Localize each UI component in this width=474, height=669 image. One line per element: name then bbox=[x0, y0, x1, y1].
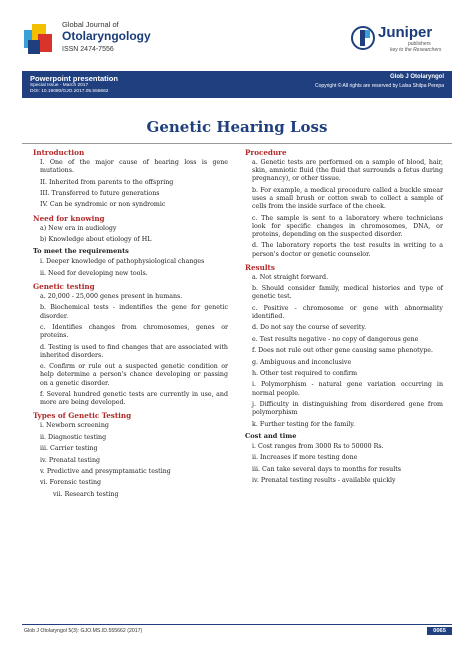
footer-citation: Glob J Otolaryngol 5(3): GJO.MS.ID.555662 (2017) bbox=[24, 628, 143, 634]
list-item: d. The laboratory reports the test results in writing to a person's doctor or genetic counselor. bbox=[252, 242, 443, 258]
section-heading: Genetic testing bbox=[33, 281, 95, 291]
list-item: a. 20,000 - 25,000 genes present in humans. bbox=[40, 292, 183, 300]
list-item: c. Positive - chromosome or gene with abnormality identified. bbox=[252, 304, 443, 320]
list-item: d. Do not say the course of severity. bbox=[252, 324, 367, 332]
list-item: iv. Prenatal testing bbox=[40, 456, 101, 464]
subsection-heading: Cost and time bbox=[245, 431, 297, 440]
publisher-sub1: publishers bbox=[408, 41, 431, 47]
list-item: vi. Forensic testing bbox=[40, 479, 102, 487]
journal-logo-icon bbox=[22, 20, 56, 58]
footer bbox=[22, 624, 452, 636]
list-item: ii. Increases if more testing done bbox=[252, 454, 358, 462]
list-item: k. Further testing for the family. bbox=[252, 420, 355, 428]
list-item: III. Transferred to future generations bbox=[40, 189, 160, 197]
list-item: h. Other test required to confirm bbox=[252, 369, 358, 377]
page-title: Genetic Hearing Loss bbox=[146, 118, 328, 136]
publisher-logo-icon bbox=[350, 24, 376, 52]
info-bar bbox=[22, 71, 452, 98]
list-item: iii. Carrier testing bbox=[40, 445, 98, 453]
list-item: c. The sample is sent to a laboratory where technicians look for specific changes in chromosomes, DNA, or proteins, depending on the suspected disorder. bbox=[252, 214, 443, 238]
doi-link[interactable]: DOI: 10.19080/GJO.2017.05.555662 bbox=[30, 89, 109, 94]
list-item: b. Should consider family, medical histories and type of genetic test. bbox=[252, 285, 443, 301]
section-heading: Types of Genetic Testing bbox=[33, 411, 132, 421]
section-heading: Introduction bbox=[33, 148, 85, 157]
divider bbox=[22, 143, 452, 144]
list-item: iv. Prenatal testing results - available quickly bbox=[252, 477, 396, 485]
list-item: v. Predictive and presymptamatic testing bbox=[40, 467, 171, 475]
list-item: a. Genetic tests are performed on a sample of blood, hair, skin, amniotic fluid (the fluid that surrounds a fetus during pregnancy), or other tissue. bbox=[252, 159, 443, 183]
list-item: II. Inherited from parents to the offspring bbox=[40, 178, 174, 186]
section-heading: Results bbox=[245, 262, 275, 272]
list-item: i. Polymorphism - natural gene variation occurring in normal people. bbox=[252, 381, 443, 397]
list-item: e. Confirm or rule out a suspected genetic condition or help determine a person's chance developing or passing on a genetic disorder. bbox=[40, 363, 228, 387]
section-heading: Procedure bbox=[245, 148, 287, 157]
presentation-label: Powerpoint presentation bbox=[30, 74, 118, 83]
page-number: 0065 bbox=[427, 627, 452, 635]
right-column bbox=[245, 148, 443, 488]
list-item: a) New era in audiology bbox=[40, 224, 117, 232]
list-item: ii. Need for developing new tools. bbox=[40, 269, 148, 277]
list-item: b. Biochemical tests - indentifies the gene for genetic disorder. bbox=[40, 304, 228, 320]
list-item: IV. Can be syndromic or non syndromic bbox=[40, 201, 166, 209]
copyright: Copyright © All rights are reserved by Lalsa Shilpa Perepa bbox=[314, 83, 444, 89]
list-item: i. Newborn screening bbox=[40, 422, 109, 430]
journal-line1: Global Journal of bbox=[62, 20, 119, 29]
journal-short: Glob J Otolaryngol bbox=[389, 74, 444, 80]
publisher-logo bbox=[350, 20, 450, 60]
list-item: f. Does not rule out other gene causing same phenotype. bbox=[252, 347, 433, 355]
list-item: i. Deeper knowledge of pathophysiological changes bbox=[40, 258, 205, 266]
list-item: f. Several hundred genetic tests are currently in use, and more are being developed. bbox=[40, 390, 228, 407]
list-item: b. For example, a medical procedure called a buckle smear uses a small brush or cotton swab to collect a sample of cells from the inside surface of the cheek. bbox=[252, 186, 443, 211]
issue-label: Special Issue - March 2017 bbox=[30, 83, 89, 88]
left-column bbox=[33, 148, 228, 502]
journal-header bbox=[22, 18, 452, 68]
list-item: ii. Diagnostic testing bbox=[40, 433, 107, 441]
publisher-name: Juniper bbox=[378, 24, 433, 41]
list-item: b) Knowledge about etiology of HL bbox=[40, 235, 152, 243]
list-item: iii. Can take several days to months for results bbox=[252, 465, 401, 473]
publisher-tagline: key to the Researchers bbox=[390, 47, 442, 53]
journal-title-block bbox=[62, 20, 151, 53]
list-item: vii. Research testing bbox=[53, 490, 119, 498]
section-heading: Need for knowing bbox=[33, 213, 105, 223]
journal-name: Otolaryngology bbox=[62, 29, 151, 43]
journal-issn: ISSN 2474-7556 bbox=[62, 46, 114, 53]
list-item: d. Testing is used to find changes that are associated with inherited disorders. bbox=[40, 343, 228, 359]
list-item: a. Not straight forward. bbox=[252, 273, 329, 281]
list-item: I. One of the major cause of hearing loss is gene mutations. bbox=[40, 159, 228, 175]
list-item: c. Identifies changes from chromosomes, genes or proteins. bbox=[40, 323, 228, 340]
list-item: g. Ambiguous and inconclusive bbox=[252, 358, 352, 366]
list-item: j. Difficulty in distinguishing from disordered gene from polymorphism bbox=[252, 400, 443, 417]
subsection-heading: To meet the requirements bbox=[33, 247, 129, 256]
list-item: e. Test results negative - no copy of dangerous gene bbox=[252, 335, 419, 343]
list-item: i. Cost ranges from 3000 Rs to 50000 Rs. bbox=[252, 442, 384, 450]
